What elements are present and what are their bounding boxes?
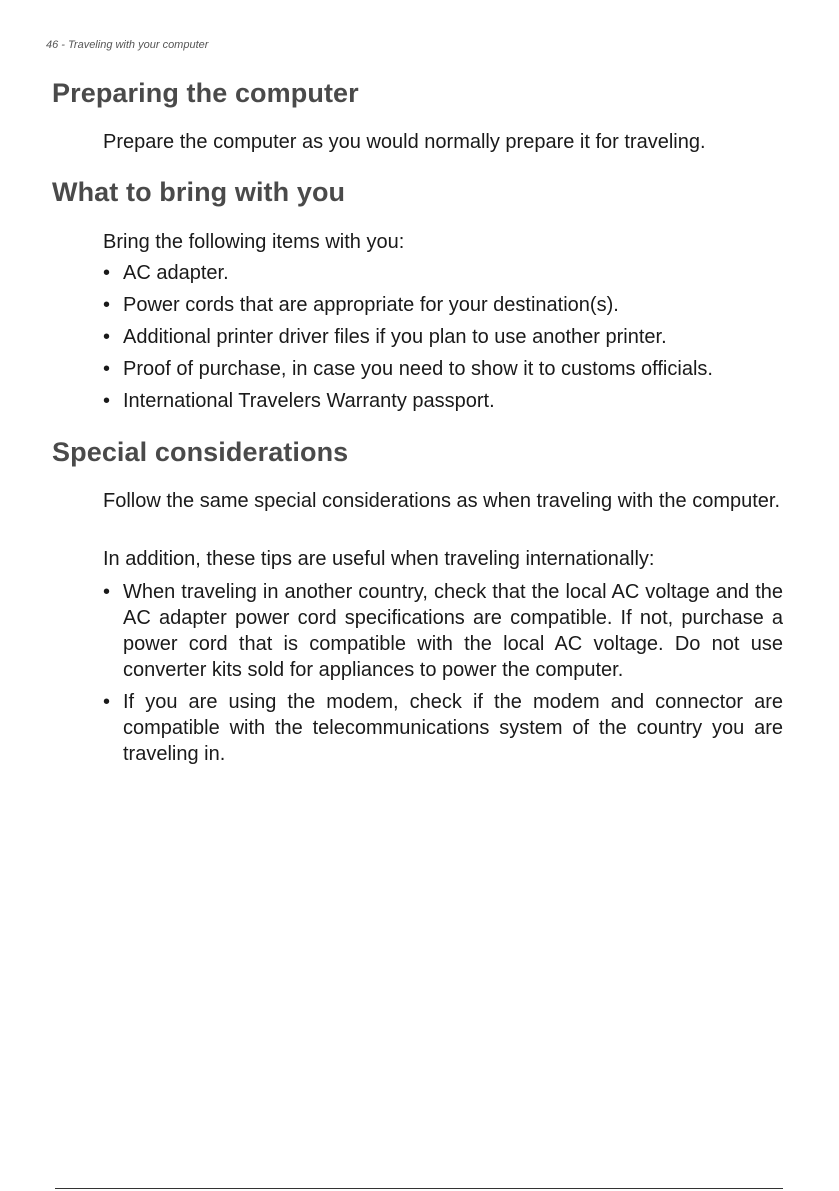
bullet-icon: • [103,262,111,284]
list-item-text: Proof of purchase, in case you need to show it to customs officials. [123,358,713,380]
list-item-text: International Travelers Warranty passport. [123,390,495,412]
bring-items-list [103,260,783,420]
bullet-icon: • [103,691,111,713]
list-item-text: Power cords that are appropriate for your destination(s). [123,294,619,316]
bullet-icon: • [103,294,111,316]
preparing-body-text: Prepare the computer as you would normally prepare it for traveling. [103,131,706,153]
special-tips-list [103,579,783,773]
list-item-text: If you are using the modem, check if the modem and connector are compatible with the telecommunications system of the country you are traveling in. [123,691,783,765]
list-item [103,356,783,382]
special-para-2: In addition, these tips are useful when traveling internationally: [103,548,655,570]
list-item-text: Additional printer driver files if you plan to use another printer. [123,326,667,348]
list-item-text: AC adapter. [123,262,229,284]
bullet-icon: • [103,326,111,348]
bring-intro-text: Bring the following items with you: [103,231,405,253]
bullet-icon: • [103,390,111,412]
list-item [103,689,783,767]
list-item [103,388,783,414]
bullet-icon: • [103,358,111,380]
list-item [103,324,783,350]
bullet-icon: • [103,581,111,603]
running-header: 46 - Traveling with your computer [46,39,209,51]
special-para-1: Follow the same special considerations as when traveling with the computer. [103,490,781,512]
heading-preparing-the-computer: Preparing the computer [52,78,359,108]
footer-divider [55,1188,783,1189]
list-item-text: When traveling in another country, check that the local AC voltage and the AC adapter power cord specifications are compatible. If not, purchase a power cord that is compatible with the local AC voltage. Do not use converter kits sold for appliances to power the computer. [123,581,783,681]
list-item [103,579,783,683]
list-item [103,292,783,318]
list-item [103,260,783,286]
heading-what-to-bring: What to bring with you [52,177,346,207]
heading-special-considerations: Special considerations [52,437,349,467]
